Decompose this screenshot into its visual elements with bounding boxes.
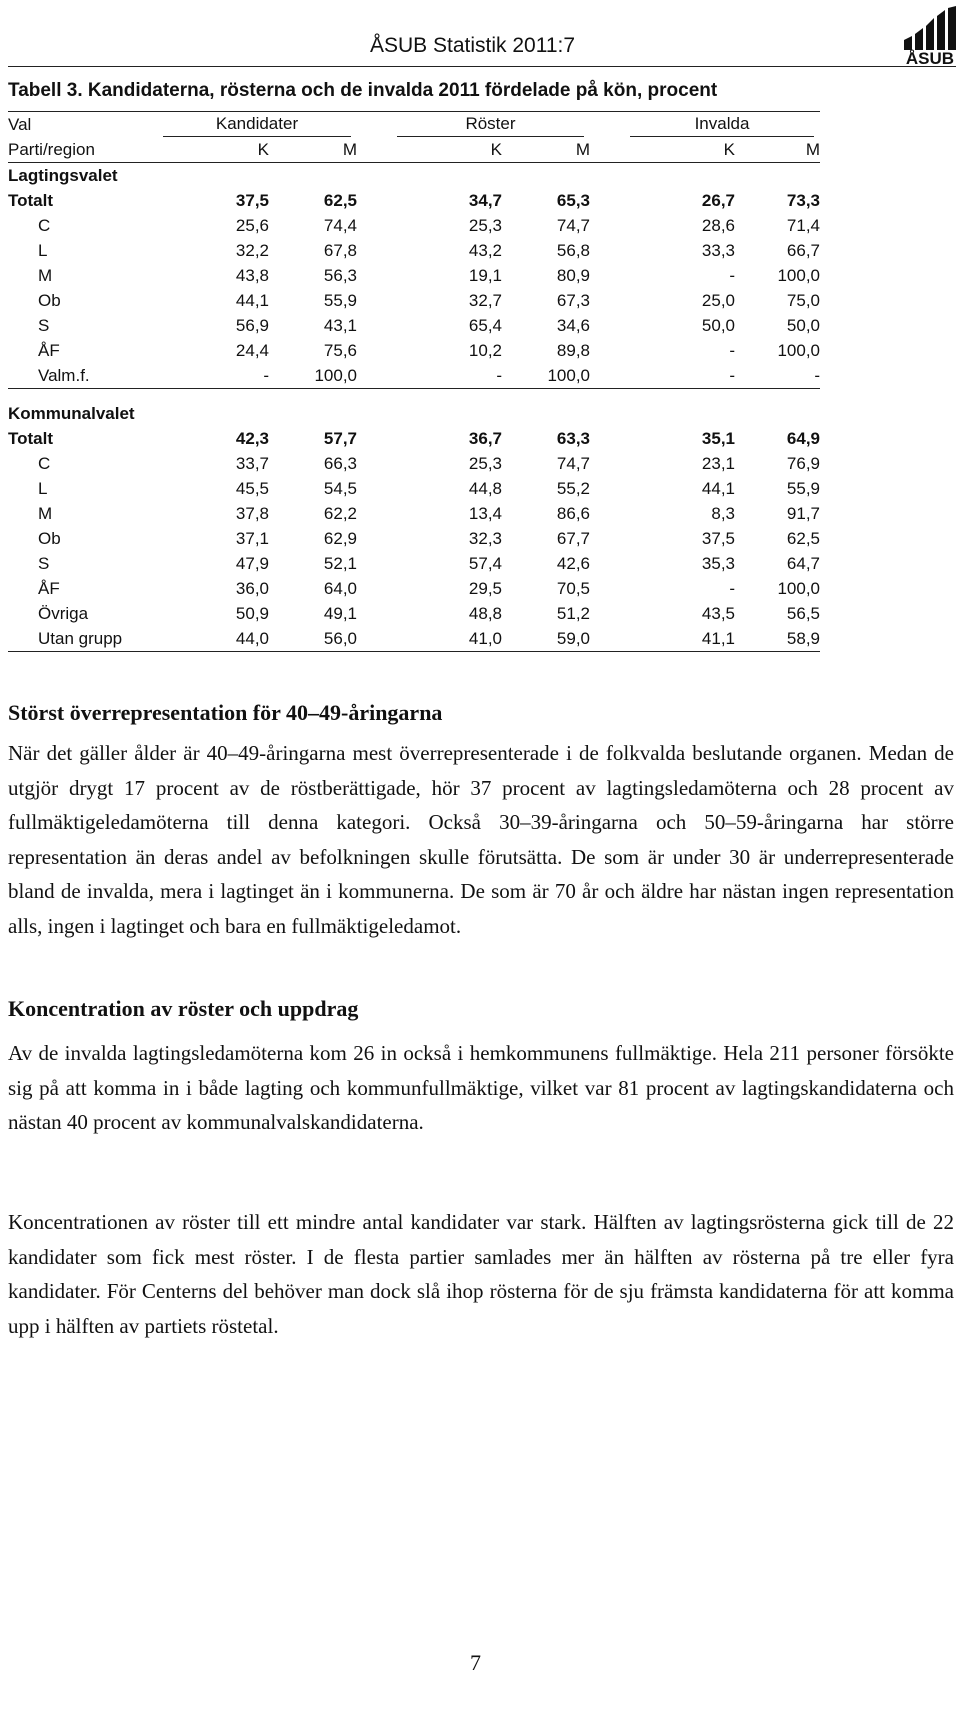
table-cell: 91,7 bbox=[786, 504, 820, 523]
paragraph-age: När det gäller ålder är 40–49-åringarna mest överrepresenterade i de folkvalda beslutande organen. Medan de utgjör drygt 17 procent av de röstberättigade, hör 37 procent av lagtingsledamöterna och 28 procent av fullmäktigeledamöterna till denna kategori. Också 30–39-åringarna och 50–59-åringarna har större representation än deras andel av befolkningen skulle förutsätta. De som är under 30 är underrepresenterade bland de invalda, mera i lagtinget än i kommunerna. De som är 70 år och äldre har nästan ingen representation alls, ingen i lagtinget och bara en fullmäktigeledamot. bbox=[8, 741, 954, 938]
table-cell: 74,4 bbox=[323, 216, 357, 235]
table-cell: 66,3 bbox=[323, 454, 357, 473]
table-cell: 43,8 bbox=[235, 266, 269, 285]
table-row bbox=[8, 263, 820, 288]
table-cell: 32,2 bbox=[235, 241, 269, 260]
table-cell: 10,2 bbox=[468, 341, 502, 360]
table-cell: 64,7 bbox=[786, 554, 820, 573]
group-label: Kandidater bbox=[163, 112, 351, 137]
col-header: K bbox=[357, 137, 502, 163]
table-cell: 44,1 bbox=[701, 479, 735, 498]
col-header: K bbox=[590, 137, 735, 163]
table-cell: 75,0 bbox=[786, 291, 820, 310]
table-cell: 28,6 bbox=[701, 216, 735, 235]
running-header-title: ÅSUB Statistik 2011:7 bbox=[370, 34, 576, 57]
table-header-row-groups bbox=[8, 112, 820, 138]
table-cell: 65,4 bbox=[468, 316, 502, 335]
table-cell: 64,9 bbox=[786, 429, 820, 448]
table-cell: 45,5 bbox=[235, 479, 269, 498]
table-cell: 42,6 bbox=[556, 554, 590, 573]
table-cell: 56,8 bbox=[556, 241, 590, 260]
table-cell: 26,7 bbox=[701, 191, 735, 210]
section-title: Lagtingsvalet bbox=[8, 166, 118, 185]
table-cell: 56,0 bbox=[269, 626, 357, 652]
row-label: M bbox=[38, 504, 53, 523]
table-cell: 42,3 bbox=[235, 429, 269, 448]
table-cell: 48,8 bbox=[468, 604, 502, 623]
asub-logo bbox=[902, 6, 958, 66]
table-cell: - bbox=[729, 341, 735, 360]
section-title: Kommunalvalet bbox=[8, 404, 135, 423]
table-cell: 57,4 bbox=[468, 554, 502, 573]
table-cell: 67,7 bbox=[556, 529, 590, 548]
table-row bbox=[8, 288, 820, 313]
table-cell: - bbox=[729, 266, 735, 285]
table-cell: 71,4 bbox=[786, 216, 820, 235]
col-header: M bbox=[735, 137, 820, 163]
table-cell: 35,3 bbox=[701, 554, 735, 573]
table-cell: 8,3 bbox=[711, 504, 735, 523]
table-cell: 34,7 bbox=[468, 191, 502, 210]
table-row bbox=[8, 451, 820, 476]
table-row bbox=[8, 601, 820, 626]
table-cell: 43,2 bbox=[468, 241, 502, 260]
table-cell: 55,9 bbox=[786, 479, 820, 498]
section-spacer bbox=[8, 389, 820, 402]
table-row bbox=[8, 551, 820, 576]
row-label: L bbox=[38, 241, 48, 260]
table-header-row-cols bbox=[8, 137, 820, 163]
header-group-roster bbox=[357, 112, 590, 138]
table-caption: Tabell 3. Kandidaterna, rösterna och de invalda 2011 fördelade på kön, procent bbox=[8, 80, 718, 101]
table-cell: 25,3 bbox=[468, 216, 502, 235]
table-cell: 59,0 bbox=[502, 626, 590, 652]
row-label: C bbox=[38, 454, 51, 473]
col-header: M bbox=[502, 137, 590, 163]
table-cell: 67,8 bbox=[323, 241, 357, 260]
row-label: Övriga bbox=[38, 604, 89, 623]
table-cell: 56,9 bbox=[235, 316, 269, 335]
row-label: ÅF bbox=[38, 341, 60, 360]
table-row bbox=[8, 576, 820, 601]
table-cell: 56,3 bbox=[323, 266, 357, 285]
table-cell: 33,3 bbox=[701, 241, 735, 260]
table-row bbox=[8, 476, 820, 501]
paragraph-concentration-2: Koncentrationen av röster till ett mindre antal kandidater var stark. Hälften av lagtingsrösterna gick till de 22 kandidater som fick mest röster. I de flesta partier samlades mer än hälften av rösterna på tre eller fyra kandidater. För Centerns del behöver man dock slå ihop rösterna för de sju främsta kandidaterna för att komma upp i hälften av partiets röstetal. bbox=[8, 1210, 954, 1338]
table-row bbox=[8, 238, 820, 263]
row-label: Valm.f. bbox=[8, 363, 123, 389]
table-body bbox=[8, 163, 820, 652]
table-cell: 64,0 bbox=[323, 579, 357, 598]
table-cell: - bbox=[357, 363, 502, 389]
table-cell: 37,8 bbox=[235, 504, 269, 523]
table-cell: 43,5 bbox=[701, 604, 735, 623]
header-val: Val bbox=[8, 112, 123, 138]
row-label: M bbox=[38, 266, 53, 285]
table-row bbox=[8, 363, 820, 389]
header-group-invalda bbox=[590, 112, 820, 138]
table-cell: 89,8 bbox=[556, 341, 590, 360]
page-number: 7 bbox=[470, 1650, 481, 1675]
table-cell: 51,2 bbox=[556, 604, 590, 623]
col-header: M bbox=[269, 137, 357, 163]
table-cell: 44,8 bbox=[468, 479, 502, 498]
table-cell: 100,0 bbox=[777, 579, 820, 598]
table-row bbox=[8, 626, 820, 652]
table-row bbox=[8, 213, 820, 238]
table-cell: 37,1 bbox=[235, 529, 269, 548]
table-cell: 23,1 bbox=[701, 454, 735, 473]
table-row bbox=[8, 526, 820, 551]
table-cell: 73,3 bbox=[786, 191, 820, 210]
row-label: Ob bbox=[38, 291, 61, 310]
table-cell: 75,6 bbox=[323, 341, 357, 360]
logo-wordmark: ÅSUB bbox=[905, 49, 955, 66]
table-cell: 19,1 bbox=[468, 266, 502, 285]
paragraph-concentration-1: Av de invalda lagtingsledamöterna kom 26 in också i hemkommunens fullmäktige. Hela 211 personer försökte sig på att komma in i både lagting och kommunfullmäktige, vilket var 81 procent av lagtingskandidaterna och nästan 40 procent av kommunalvalskandidaterna. bbox=[8, 1041, 954, 1134]
table-cell: 62,5 bbox=[786, 529, 820, 548]
table-cell: 34,6 bbox=[556, 316, 590, 335]
table-cell: 43,1 bbox=[323, 316, 357, 335]
row-label: ÅF bbox=[38, 579, 60, 598]
table-cell: 74,7 bbox=[556, 454, 590, 473]
section-title-row bbox=[8, 163, 820, 189]
table-cell: 74,7 bbox=[556, 216, 590, 235]
table-cell: 25,6 bbox=[235, 216, 269, 235]
table-cell: 56,5 bbox=[786, 604, 820, 623]
row-label: C bbox=[38, 216, 51, 235]
table-cell: - bbox=[590, 363, 735, 389]
table-cell: 29,5 bbox=[468, 579, 502, 598]
section-heading-concentration: Koncentration av röster och uppdrag bbox=[8, 996, 359, 1021]
table-cell: 100,0 bbox=[269, 363, 357, 389]
table-cell: 13,4 bbox=[468, 504, 502, 523]
table-cell: 55,9 bbox=[323, 291, 357, 310]
table-cell: 65,3 bbox=[556, 191, 590, 210]
table-cell: 36,0 bbox=[235, 579, 269, 598]
table-cell: - bbox=[729, 579, 735, 598]
group-label: Invalda bbox=[630, 112, 814, 137]
table-cell: 41,1 bbox=[590, 626, 735, 652]
table-cell: 67,3 bbox=[556, 291, 590, 310]
row-label: Ob bbox=[38, 529, 61, 548]
table-cell: 55,2 bbox=[556, 479, 590, 498]
table-row bbox=[8, 426, 820, 451]
table-cell: 62,2 bbox=[323, 504, 357, 523]
table-cell: 50,0 bbox=[701, 316, 735, 335]
header-rule bbox=[8, 66, 956, 67]
row-label: Totalt bbox=[8, 191, 54, 210]
table-cell: 50,9 bbox=[235, 604, 269, 623]
table-cell: 52,1 bbox=[323, 554, 357, 573]
table-cell: 100,0 bbox=[502, 363, 590, 389]
table-cell: 36,7 bbox=[468, 429, 502, 448]
header-parti-region: Parti/region bbox=[8, 137, 123, 163]
table-cell: 32,3 bbox=[468, 529, 502, 548]
table-cell: 66,7 bbox=[786, 241, 820, 260]
table-cell: 47,9 bbox=[235, 554, 269, 573]
results-table bbox=[8, 111, 820, 652]
table-cell: 57,7 bbox=[323, 429, 357, 448]
section-heading-age: Störst överrepresentation för 40–49-åringarna bbox=[8, 700, 443, 725]
table-cell: 25,0 bbox=[701, 291, 735, 310]
group-label: Röster bbox=[397, 112, 584, 137]
table-cell: 33,7 bbox=[235, 454, 269, 473]
table-cell: 62,9 bbox=[323, 529, 357, 548]
row-label: Totalt bbox=[8, 429, 54, 448]
table-cell: 63,3 bbox=[556, 429, 590, 448]
table-cell: 49,1 bbox=[323, 604, 357, 623]
table-cell: 86,6 bbox=[556, 504, 590, 523]
table-cell: 37,5 bbox=[701, 529, 735, 548]
table-cell: 35,1 bbox=[701, 429, 735, 448]
table-cell: 44,0 bbox=[123, 626, 269, 652]
col-header: K bbox=[123, 137, 269, 163]
table-row bbox=[8, 338, 820, 363]
table-cell: 24,4 bbox=[235, 341, 269, 360]
table-cell: 25,3 bbox=[468, 454, 502, 473]
table-cell: 70,5 bbox=[556, 579, 590, 598]
section-title-row bbox=[8, 401, 820, 426]
table-cell: - bbox=[735, 363, 820, 389]
table-cell: 50,0 bbox=[786, 316, 820, 335]
table-cell: 32,7 bbox=[468, 291, 502, 310]
table-row bbox=[8, 313, 820, 338]
table-cell: 76,9 bbox=[786, 454, 820, 473]
row-label: S bbox=[38, 554, 50, 573]
table-cell: 100,0 bbox=[777, 341, 820, 360]
table-cell: 100,0 bbox=[777, 266, 820, 285]
table-cell: 54,5 bbox=[323, 479, 357, 498]
table-row bbox=[8, 188, 820, 213]
row-label: Utan grupp bbox=[8, 626, 123, 652]
table-cell: 58,9 bbox=[735, 626, 820, 652]
row-label: S bbox=[38, 316, 50, 335]
table-cell: - bbox=[123, 363, 269, 389]
table-cell: 62,5 bbox=[323, 191, 357, 210]
row-label: L bbox=[38, 479, 48, 498]
table-row bbox=[8, 501, 820, 526]
spacer-cell bbox=[8, 389, 820, 402]
table-cell: 37,5 bbox=[235, 191, 269, 210]
table-cell: 80,9 bbox=[556, 266, 590, 285]
header-group-kandidater bbox=[123, 112, 357, 138]
table-cell: 41,0 bbox=[357, 626, 502, 652]
table-cell: 44,1 bbox=[235, 291, 269, 310]
